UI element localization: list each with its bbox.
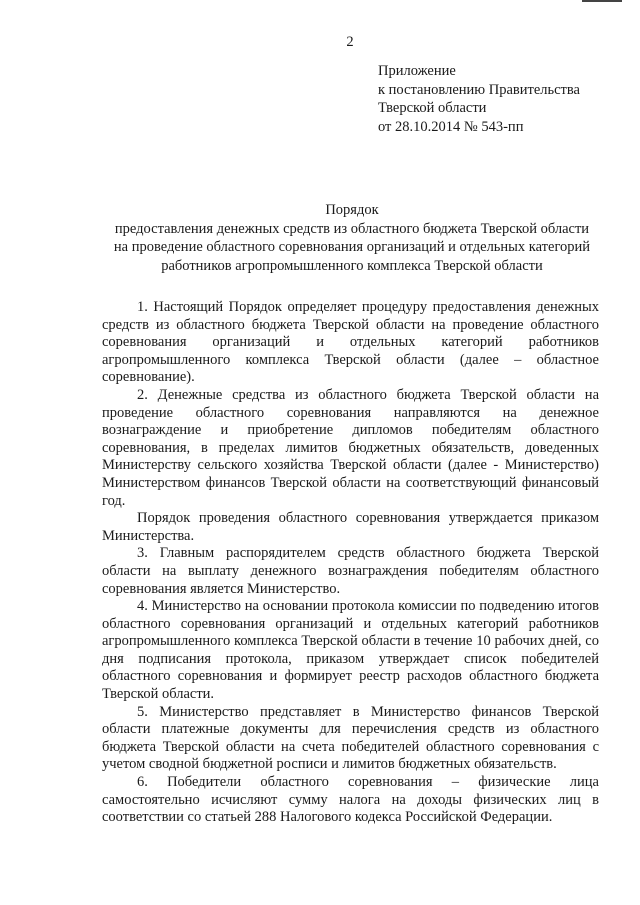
appendix-line: к постановлению Правительства	[378, 81, 580, 98]
paragraph-2: 2. Денежные средства из областного бюджета Тверской области на проведение областного соревнования направляются на денежное вознаграждение и приобретение дипломов победителям областного соревнования, в пределах лимитов бюджетных обязательств, доведенных Министерству сельского хозяйства Тверской области (далее - Министерство) Министерством финансов Тверской области на соответствующий финансовый год.	[102, 386, 599, 509]
document-body	[102, 299, 599, 827]
title-line: предоставления денежных средств из областного бюджета Тверской области	[114, 220, 590, 237]
title-line: работников агропромышленного комплекса Тверской области	[161, 257, 543, 274]
paragraph-5: 5. Министерство представляет в Министерство финансов Тверской области платежные документы для перечисления средств из областного бюджета Тверской области на счета победителей областного соревнования с учетом сводной бюджетной росписи и лимитов бюджетных обязательств.	[102, 703, 599, 773]
corner-scan-mark	[582, 0, 622, 2]
appendix-line: Тверской области	[378, 100, 487, 116]
paragraph-3: 3. Главным распорядителем средств областного бюджета Тверской области на выплату денежного вознаграждения победителям областного соревнования является Министерство.	[102, 545, 599, 597]
paragraph-6: 6. Победители областного соревнования – физические лица самостоятельно исчисляют сумму налога на доходы физических лиц в соответствии со статьей 288 Налогового кодекса Российской Федерации.	[102, 774, 599, 826]
appendix-line: Приложение	[378, 63, 456, 79]
paragraph-1: 1. Настоящий Порядок определяет процедуру предоставления денежных средств из областного бюджета Тверской области на проведение областного соревнования организаций и отдельных категорий работников агропромышленного комплекса Тверской области (далее – областное соревнование).	[102, 299, 599, 386]
title-line: на проведение областного соревнования организаций и отдельных категорий	[113, 239, 591, 255]
appendix-block	[378, 62, 580, 136]
paragraph-4: 4. Министерство на основании протокола комиссии по подведению итогов областного соревнования организаций и отдельных категорий работников агропромышленного комплекса Тверской области в течение 10 рабочих дней, со дня подписания протокола, приказом утверждает список победителей областного соревнования и формирует реестр расходов областного бюджета Тверской области.	[102, 598, 599, 703]
appendix-line: от 28.10.2014 № 543-пп	[378, 118, 524, 135]
page-number: 2	[346, 34, 354, 50]
title-heading: Порядок	[325, 202, 379, 218]
paragraph-2-note: Порядок проведения областного соревнования утверждается приказом Министерства.	[102, 510, 599, 544]
document-title	[90, 201, 614, 275]
